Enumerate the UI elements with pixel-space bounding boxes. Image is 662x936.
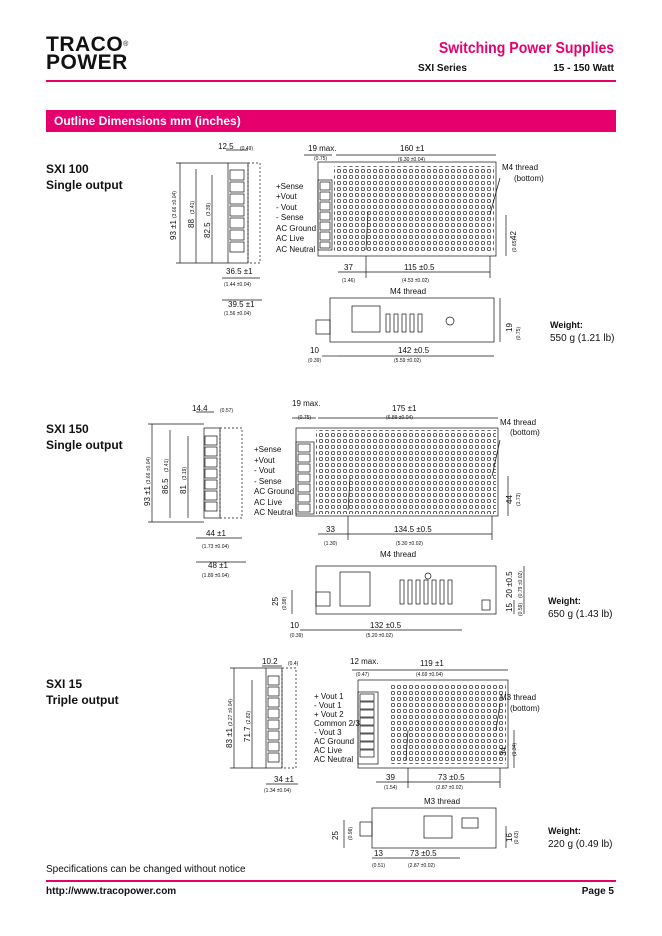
sxi100-d115: 115 ±0.5 xyxy=(404,263,435,272)
section-title: Outline Dimensions mm (inches) xyxy=(54,114,241,128)
pin-label: - Vout xyxy=(276,203,297,212)
sxi100-d42-in: (0.65) xyxy=(512,238,518,252)
sxi100-d93: 93 ±1 xyxy=(169,220,178,240)
sxi150-d33-in: (1.30) xyxy=(324,541,338,547)
sxi150-pin-labels xyxy=(254,445,294,517)
sxi15-d34v-in: (1.34) xyxy=(512,742,518,756)
pin-label: + Vout 1 xyxy=(314,692,344,701)
sxi100-side-view xyxy=(330,298,494,342)
pin-label: AC Live xyxy=(254,498,283,507)
weight-label: Weight: xyxy=(548,596,581,606)
footer-rule xyxy=(46,880,616,882)
sxi15-side-label xyxy=(424,816,452,838)
sxi150-d86_5: 86.5 xyxy=(161,478,170,494)
sxi100-d39_5: 39.5 ±1 xyxy=(228,300,255,309)
sxi15-bottom: (bottom) xyxy=(510,704,540,713)
sxi100-side-bracket xyxy=(316,320,330,334)
sxi150-d93: 93 ±1 xyxy=(143,486,152,506)
sxi15-end-view-body xyxy=(282,668,296,768)
sxi15-d83-in: (3.27 ±0.04) xyxy=(228,699,234,726)
logo-line2: POWER xyxy=(46,51,128,74)
sxi100-d160: 160 ±1 xyxy=(400,144,425,153)
pin-label: +Vout xyxy=(254,456,275,465)
sxi15-d73b: 73 ±0.5 xyxy=(410,849,437,858)
sxi150-d20: 20 ±0.5 xyxy=(505,571,514,598)
sxi100-d19: 19 xyxy=(505,323,514,332)
sxi150-vent-holes xyxy=(316,430,496,514)
sxi100-d93-in: (3.66 ±0.04) xyxy=(172,191,178,218)
sxi150-d44v: 44 xyxy=(505,495,514,504)
sxi15-d16-in: (0.63) xyxy=(514,830,520,844)
sxi150-side-bracket xyxy=(316,592,330,606)
sxi150-terminal-pins xyxy=(205,436,217,511)
sxi150-d25-in: (0.98) xyxy=(282,596,288,610)
sxi150-d81-in: (3.19) xyxy=(182,466,188,480)
sxi100-d160-in: (6.30 ±0.04) xyxy=(398,157,425,163)
sxi15-d71_7: 71.7 xyxy=(243,726,252,742)
sxi150-model: SXI 150 xyxy=(46,422,89,436)
sxi100-bottom: (bottom) xyxy=(514,174,544,183)
sxi150-end-view-body xyxy=(220,428,242,518)
sxi15-d25-in: (0.98) xyxy=(348,826,354,840)
sxi15-d71_7-in: (2.82) xyxy=(246,710,252,724)
weight-label: Weight: xyxy=(548,826,581,836)
sxi100-d36_5: 36.5 ±1 xyxy=(226,267,253,276)
sxi15-d13-in: (0.51) xyxy=(372,863,386,869)
sxi150-side-connector xyxy=(482,600,490,610)
sxi150-bottom: (bottom) xyxy=(510,428,540,437)
sxi100-side-screw xyxy=(446,317,454,325)
sxi15-d34: 34 ±1 xyxy=(274,775,294,784)
sxi15-top-terminal-screws xyxy=(360,694,374,757)
sxi150-m4thread-side: M4 thread xyxy=(380,550,417,559)
sxi150-d44v-in: (1.73) xyxy=(516,492,522,506)
sxi15-output: Triple output xyxy=(46,693,119,707)
sxi100-d37-in: (1.46) xyxy=(342,278,356,284)
disclaimer-note: Specifications can be changed without notice xyxy=(46,864,246,875)
sxi100-pin-labels xyxy=(276,182,316,254)
sxi15-model: SXI 15 xyxy=(46,677,83,691)
sxi15-d13: 13 xyxy=(374,849,383,858)
sxi100-top-terminal-screws xyxy=(320,182,330,248)
pin-label: AC Neutral xyxy=(254,508,294,517)
sxi100-d10-in: (0.39) xyxy=(308,358,322,364)
sxi100-end-view-terminal xyxy=(228,163,248,263)
website-link[interactable]: http://www.tracopower.com xyxy=(46,886,177,897)
pin-label: - Vout 3 xyxy=(314,728,342,737)
weight-value: 550 g (1.21 lb) xyxy=(550,333,615,344)
sxi150-d19max: 19 max. xyxy=(292,399,321,408)
sxi150-d33: 33 xyxy=(326,525,335,534)
sxi100-d37: 37 xyxy=(344,263,353,272)
sxi15-top-terminal xyxy=(358,692,378,764)
sxi100-d19max-in: (0.75) xyxy=(314,156,328,162)
weight-label: Weight: xyxy=(550,320,583,330)
sxi150-d48: 48 ±1 xyxy=(208,561,228,570)
sxi15-d39: 39 xyxy=(386,773,395,782)
pin-label: AC Live xyxy=(314,746,343,755)
sxi100-d88-in: (3.41) xyxy=(190,200,196,214)
sxi150-d81: 81 xyxy=(179,485,188,494)
sxi100-end-view-body xyxy=(248,163,260,263)
series-label: SXI Series xyxy=(418,63,467,74)
logo-line1: TRACO xyxy=(46,33,124,56)
sxi100-d82_5: 82.5 xyxy=(203,222,212,238)
sxi15-d119: 119 ±1 xyxy=(420,659,444,668)
sxi15-d73b-in: (2.87 ±0.02) xyxy=(408,863,435,869)
sxi100-side-slots xyxy=(386,314,422,332)
sxi15-d39-in: (1.54) xyxy=(384,785,398,791)
sxi150-d19max-in: (0.75) xyxy=(298,415,312,421)
sxi100-d19max: 19 max. xyxy=(308,144,337,153)
sxi15-d34v: 34 xyxy=(499,747,508,756)
sxi150-top-terminal xyxy=(296,442,314,514)
pin-label: AC Ground xyxy=(276,224,317,233)
sxi100-side-label xyxy=(352,306,380,332)
sxi150-top-terminal-screws xyxy=(298,444,310,512)
sxi150-d15: 15 xyxy=(505,603,514,612)
sxi100-terminal-pins xyxy=(230,170,244,252)
weight-value: 650 g (1.43 lb) xyxy=(548,609,613,620)
sxi100-d12_5: 12.5 xyxy=(218,142,234,151)
pin-label: - Sense xyxy=(276,213,304,222)
watt-range: 15 - 150 Watt xyxy=(553,63,614,74)
pin-label: - Vout xyxy=(254,466,275,475)
sxi150-d10-in: (0.39) xyxy=(290,633,304,639)
sxi150-end-view-terminal xyxy=(204,428,220,518)
sxi100-m4thread-side: M4 thread xyxy=(390,287,427,296)
sxi100-output: Single output xyxy=(46,178,123,192)
sxi150-d134_5-in: (5.30 ±0.02) xyxy=(396,541,423,547)
pin-label: Common 2/3 xyxy=(314,719,360,728)
sxi15-d10_2-in: (0.4) xyxy=(288,661,299,667)
sxi150-d10: 10 xyxy=(290,621,299,630)
pin-label: AC Neutral xyxy=(314,755,354,764)
logo-registered: ® xyxy=(123,41,129,48)
sxi150-d132-in: (5.20 ±0.02) xyxy=(366,633,393,639)
sxi150-side-view xyxy=(316,566,496,614)
sxi100-d12_5-in: (0.49) xyxy=(240,146,254,152)
weight-value: 220 g (0.49 lb) xyxy=(548,839,613,850)
sxi100-d10: 10 xyxy=(310,346,319,355)
sxi15-side-connector xyxy=(462,818,478,828)
sxi100-d115-in: (4.53 ±0.02) xyxy=(402,278,429,284)
sxi100-d88: 88 xyxy=(187,219,196,228)
sxi15-d12max-in: (0.47) xyxy=(356,672,370,678)
sxi15-d73: 73 ±0.5 xyxy=(438,773,465,782)
sxi100-model: SXI 100 xyxy=(46,162,89,176)
sxi15-m3thread: M3 thread xyxy=(500,693,537,702)
sxi150-d175: 175 ±1 xyxy=(392,404,417,413)
pin-label: +Sense xyxy=(276,182,304,191)
sxi15-d16: 16 xyxy=(505,833,514,842)
sxi100-d39_5-in: (1.56 ±0.04) xyxy=(224,311,251,317)
sxi150-side-label xyxy=(340,572,370,606)
pin-label: +Sense xyxy=(254,445,282,454)
sxi150-d86_5-in: (3.41) xyxy=(164,458,170,472)
pin-label: AC Ground xyxy=(314,737,355,746)
sxi15-m3thread-side: M3 thread xyxy=(424,797,461,806)
sxi100-d82_5-in: (3.39) xyxy=(206,202,212,216)
sxi150-d175-in: (6.89 ±0.04) xyxy=(386,415,413,421)
sxi150-side-screw xyxy=(425,573,431,579)
sxi15-d12max: 12 max. xyxy=(350,657,379,666)
sxi100-d42: 42 xyxy=(509,231,518,240)
sxi100-d142: 142 ±0.5 xyxy=(398,346,430,355)
pin-label: - Sense xyxy=(254,477,282,486)
sxi100-m4thread: M4 thread xyxy=(502,163,539,172)
sxi150-d48-in: (1.89 ±0.04) xyxy=(202,573,229,579)
sxi150-d15-in: (0.59) xyxy=(518,602,524,616)
pin-label: AC Neutral xyxy=(276,245,316,254)
pin-label: + Vout 2 xyxy=(314,710,344,719)
sxi150-d44-in: (1.73 ±0.04) xyxy=(202,544,229,550)
sxi150-d44: 44 ±1 xyxy=(206,529,226,538)
sxi15-d83: 83 ±1 xyxy=(225,728,234,748)
sxi150-d14_4: 14.4 xyxy=(192,404,208,413)
sxi150-d93-in: (3.66 ±0.04) xyxy=(146,457,152,484)
sxi100-vent-holes xyxy=(334,166,494,252)
sxi15-d25: 25 xyxy=(331,831,340,840)
sxi150-d134_5: 134.5 ±0.5 xyxy=(394,525,432,534)
sxi15-terminal-pins xyxy=(268,676,279,762)
sxi100-d19-in: (0.75) xyxy=(516,326,522,340)
pin-label: AC Ground xyxy=(254,487,295,496)
sxi100-d142-in: (5.59 ±0.02) xyxy=(394,358,421,364)
sxi150-side-slots xyxy=(400,580,452,604)
sxi15-vent-holes xyxy=(390,684,506,764)
sxi150-output: Single output xyxy=(46,438,123,452)
sxi150-d20-in: (0.79 ±0.02) xyxy=(518,571,524,598)
sxi150-d14_4-in: (0.57) xyxy=(220,408,234,414)
sxi100-d36_5-in: (1.44 ±0.04) xyxy=(224,282,251,288)
sxi15-side-bracket xyxy=(360,822,372,836)
sxi150-d25: 25 xyxy=(271,597,280,606)
pin-label: AC Live xyxy=(276,234,305,243)
page-title: Switching Power Supplies xyxy=(438,40,614,57)
sxi15-d34-in: (1.34 ±0.04) xyxy=(264,788,291,794)
sxi150-m4thread: M4 thread xyxy=(500,418,537,427)
sxi15-pin-labels xyxy=(314,692,360,764)
sxi15-d10_2: 10.2 xyxy=(262,657,278,666)
sxi15-d119-in: (4.69 ±0.04) xyxy=(416,672,443,678)
pin-label: +Vout xyxy=(276,192,297,201)
page-number: Page 5 xyxy=(581,886,614,897)
sxi150-d132: 132 ±0.5 xyxy=(370,621,402,630)
pin-label: - Vout 1 xyxy=(314,701,342,710)
sxi15-d73-in: (2.87 ±0.02) xyxy=(436,785,463,791)
